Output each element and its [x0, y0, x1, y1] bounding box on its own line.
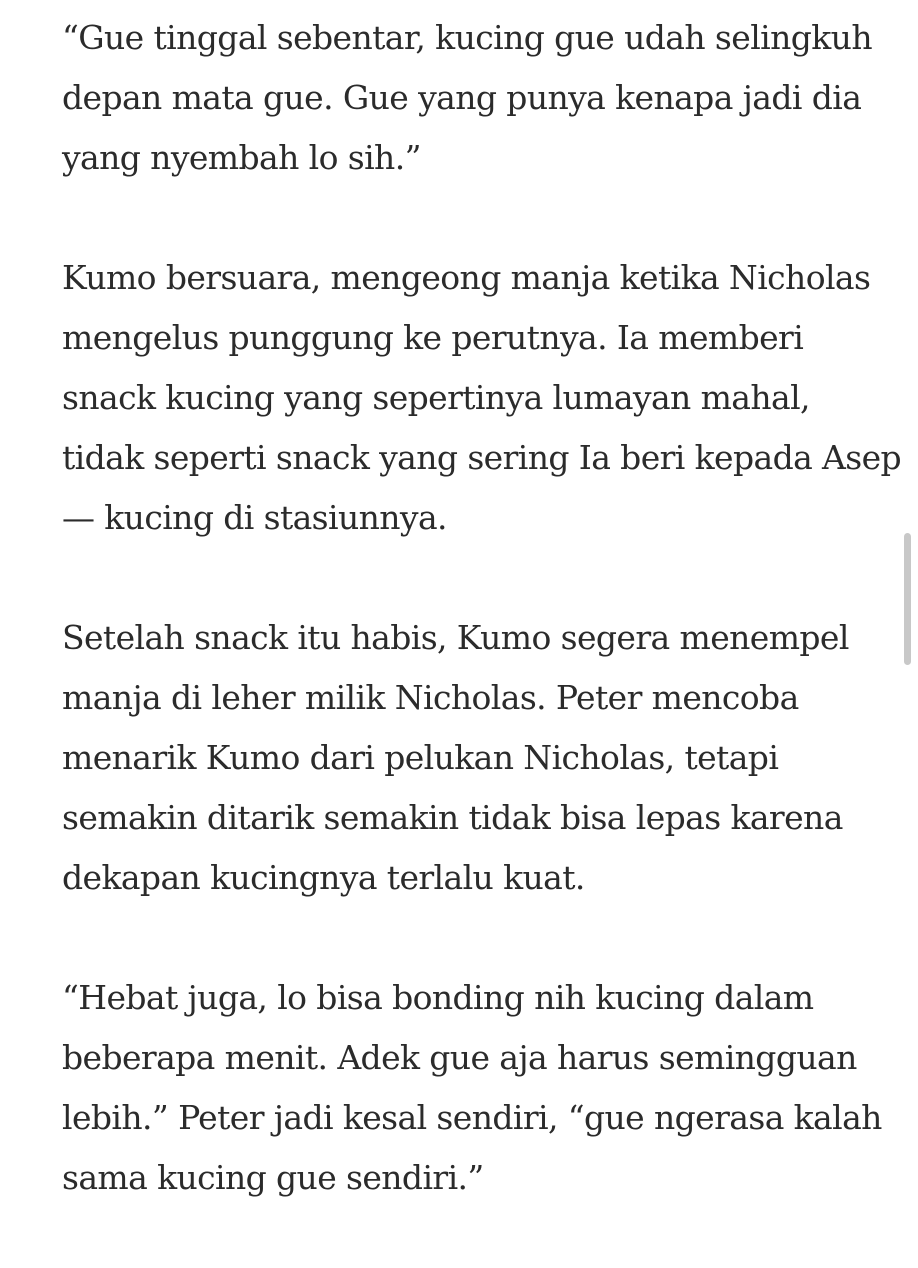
paragraph-1 — [62, 8, 892, 188]
text-line: “Hebat juga, lo bisa bonding nih kucing dalam — [62, 978, 814, 1017]
text-line: depan mata gue. Gue yang punya kenapa jadi dia — [62, 78, 862, 117]
text-line: tidak seperti snack yang sering Ia beri kepada Asep — [62, 438, 902, 477]
text-line: menarik Kumo dari pelukan Nicholas, tetapi — [62, 738, 779, 777]
text-line: snack kucing yang sepertinya lumayan mahal, — [62, 378, 810, 417]
text-line: lebih.” Peter jadi kesal sendiri, “gue ngerasa kalah — [62, 1098, 882, 1137]
text-line: “Gue tinggal sebentar, kucing gue udah selingkuh — [62, 18, 872, 57]
article-body — [62, 8, 902, 1268]
text-line: Setelah snack itu habis, Kumo segera menempel — [62, 618, 849, 657]
text-line: — kucing di stasiunnya. — [62, 498, 447, 537]
text-line: manja di leher milik Nicholas. Peter mencoba — [62, 678, 799, 717]
text-line: mengelus punggung ke perutnya. Ia memberi — [62, 318, 804, 357]
text-line: dekapan kucingnya terlalu kuat. — [62, 858, 585, 897]
text-line: beberapa menit. Adek gue aja harus semingguan — [62, 1038, 857, 1077]
text-line: yang nyembah lo sih.” — [62, 138, 421, 177]
text-line: semakin ditarik semakin tidak bisa lepas karena — [62, 798, 843, 837]
paragraph-4 — [62, 968, 892, 1208]
paragraph-3 — [62, 608, 892, 908]
text-line: sama kucing gue sendiri.” — [62, 1158, 484, 1197]
text-line: Kumo bersuara, mengeong manja ketika Nicholas — [62, 258, 871, 297]
paragraph-2 — [62, 248, 902, 548]
scrollbar-thumb[interactable] — [904, 533, 911, 665]
